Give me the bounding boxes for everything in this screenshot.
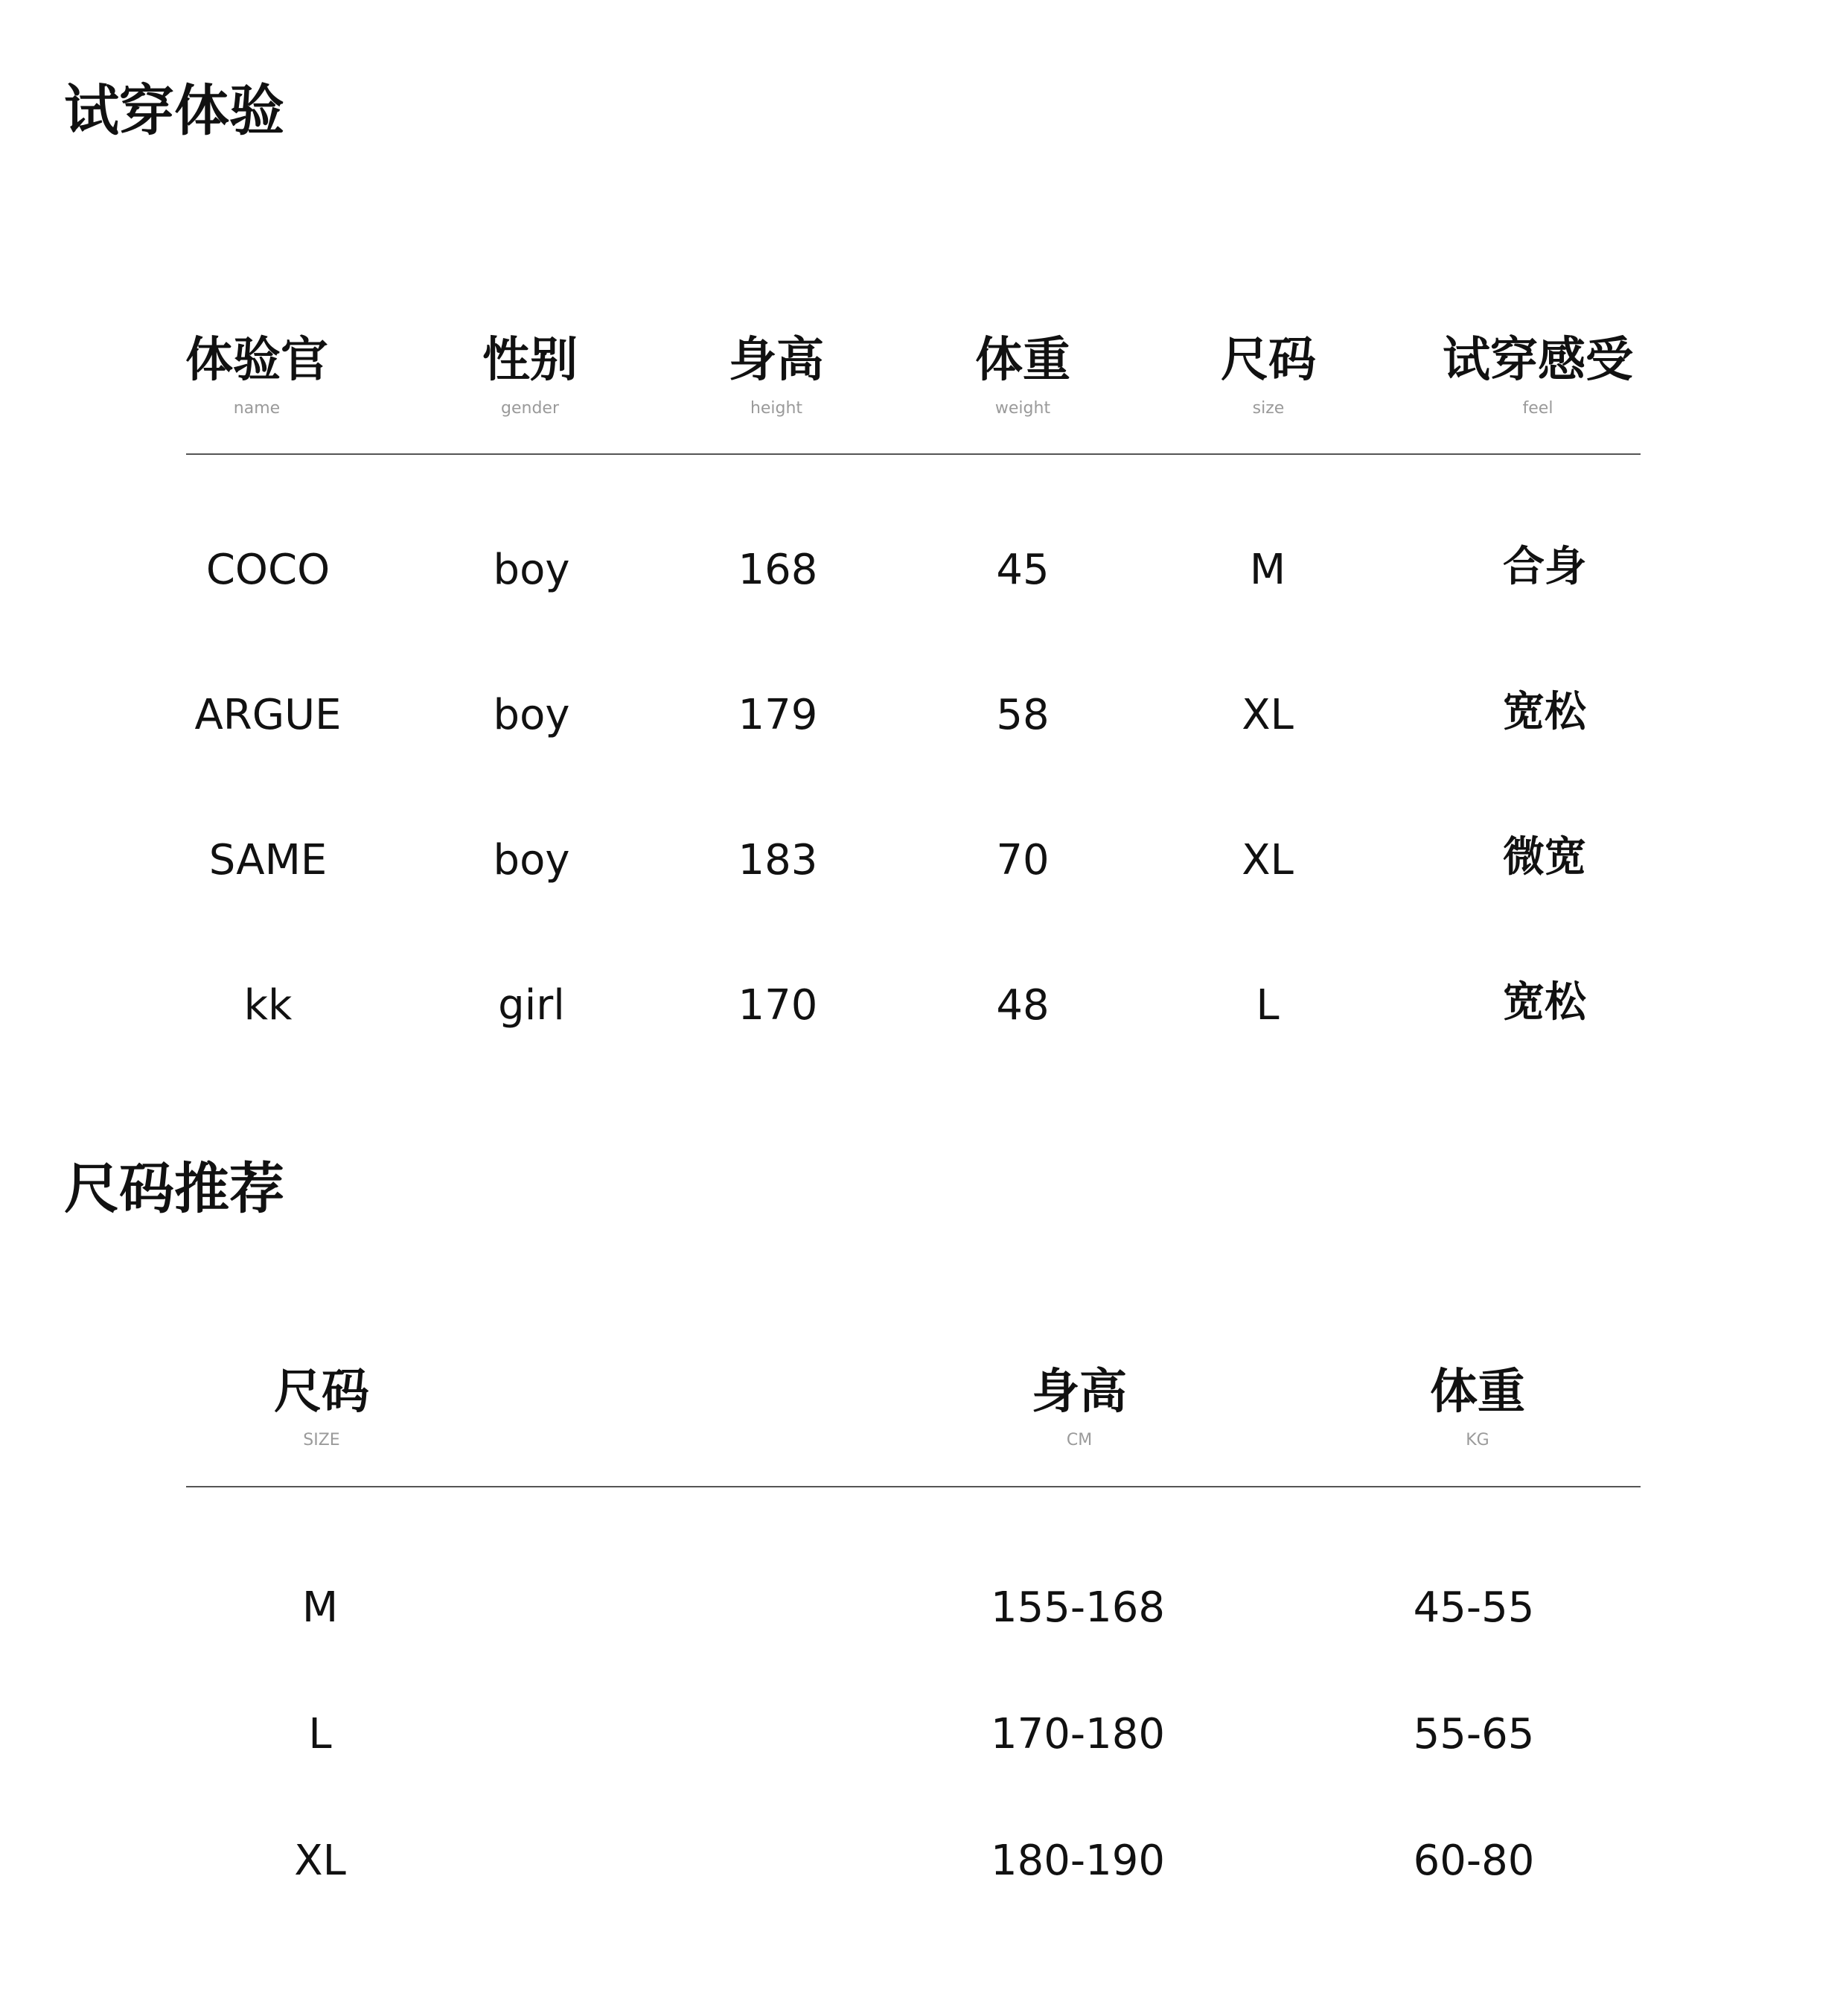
col-header-label: 体重 xyxy=(975,333,1070,388)
col-header-sublabel: size xyxy=(1252,399,1285,418)
col-header-sublabel: weight xyxy=(994,399,1051,418)
cell-gender: girl xyxy=(498,981,565,1030)
col-header-sublabel: CM xyxy=(1066,1431,1093,1449)
col-header-feel xyxy=(1411,333,1664,418)
col-header-sublabel: name xyxy=(233,399,281,418)
col-header-name xyxy=(130,333,383,418)
col-header-sublabel: KG xyxy=(1466,1431,1489,1449)
cell-height-range: 170-180 xyxy=(991,1710,1165,1758)
cell-size: XL xyxy=(294,1837,346,1885)
cell-height: 168 xyxy=(738,546,818,594)
cell-weight-range: 45-55 xyxy=(1413,1583,1535,1632)
col-header-weight xyxy=(896,333,1149,418)
cell-feel: 宽松 xyxy=(1503,978,1586,1027)
cell-size: XL xyxy=(1242,836,1294,884)
cell-height-range: 155-168 xyxy=(991,1583,1165,1632)
cell-feel: 合身 xyxy=(1503,543,1586,591)
cell-feel: 宽松 xyxy=(1503,688,1586,736)
cell-height-range: 180-190 xyxy=(991,1837,1165,1885)
cell-weight: 70 xyxy=(996,836,1050,884)
fitting-section-title: 试穿体验 xyxy=(64,79,284,143)
cell-weight-range: 55-65 xyxy=(1413,1710,1535,1758)
col-header-label: 身高 xyxy=(1032,1365,1127,1420)
cell-weight: 48 xyxy=(996,981,1050,1030)
col-header-label: 尺码 xyxy=(274,1365,369,1420)
col-header-gender xyxy=(403,333,657,418)
col-header-sublabel: SIZE xyxy=(303,1431,340,1449)
header-divider xyxy=(186,1486,1641,1487)
cell-size: XL xyxy=(1242,691,1294,739)
col-header-sublabel: gender xyxy=(501,399,559,418)
cell-gender: boy xyxy=(493,691,570,739)
header-divider xyxy=(186,453,1641,455)
cell-gender: boy xyxy=(493,546,570,594)
cell-size: L xyxy=(308,1710,332,1758)
cell-height: 183 xyxy=(738,836,818,884)
cell-size: L xyxy=(1256,981,1280,1030)
col-header-label: 体验官 xyxy=(185,333,328,388)
cell-height: 179 xyxy=(738,691,818,739)
cell-name: ARGUE xyxy=(194,691,342,739)
col-header-height xyxy=(953,1365,1206,1449)
cell-name: kk xyxy=(243,981,293,1030)
col-header-label: 身高 xyxy=(729,333,824,388)
col-header-weight xyxy=(1351,1365,1604,1449)
col-header-label: 体重 xyxy=(1430,1365,1525,1420)
recommend-section-title: 尺码推荐 xyxy=(64,1157,284,1221)
cell-name: COCO xyxy=(205,546,330,594)
col-header-height xyxy=(650,333,903,418)
col-header-label: 尺码 xyxy=(1221,333,1316,388)
cell-height: 170 xyxy=(738,981,818,1030)
col-header-sublabel: feel xyxy=(1522,399,1553,418)
cell-weight: 58 xyxy=(996,691,1050,739)
col-header-sublabel: height xyxy=(750,399,803,418)
cell-weight: 45 xyxy=(996,546,1050,594)
cell-size: M xyxy=(301,1583,339,1632)
cell-gender: boy xyxy=(493,836,570,884)
col-header-label: 试穿感受 xyxy=(1443,333,1633,388)
cell-feel: 微宽 xyxy=(1503,833,1586,881)
cell-size: M xyxy=(1249,546,1286,594)
cell-weight-range: 60-80 xyxy=(1413,1837,1535,1885)
cell-name: SAME xyxy=(208,836,328,884)
col-header-label: 性别 xyxy=(482,333,578,388)
col-header-size xyxy=(1142,333,1395,418)
col-header-size xyxy=(195,1365,448,1449)
